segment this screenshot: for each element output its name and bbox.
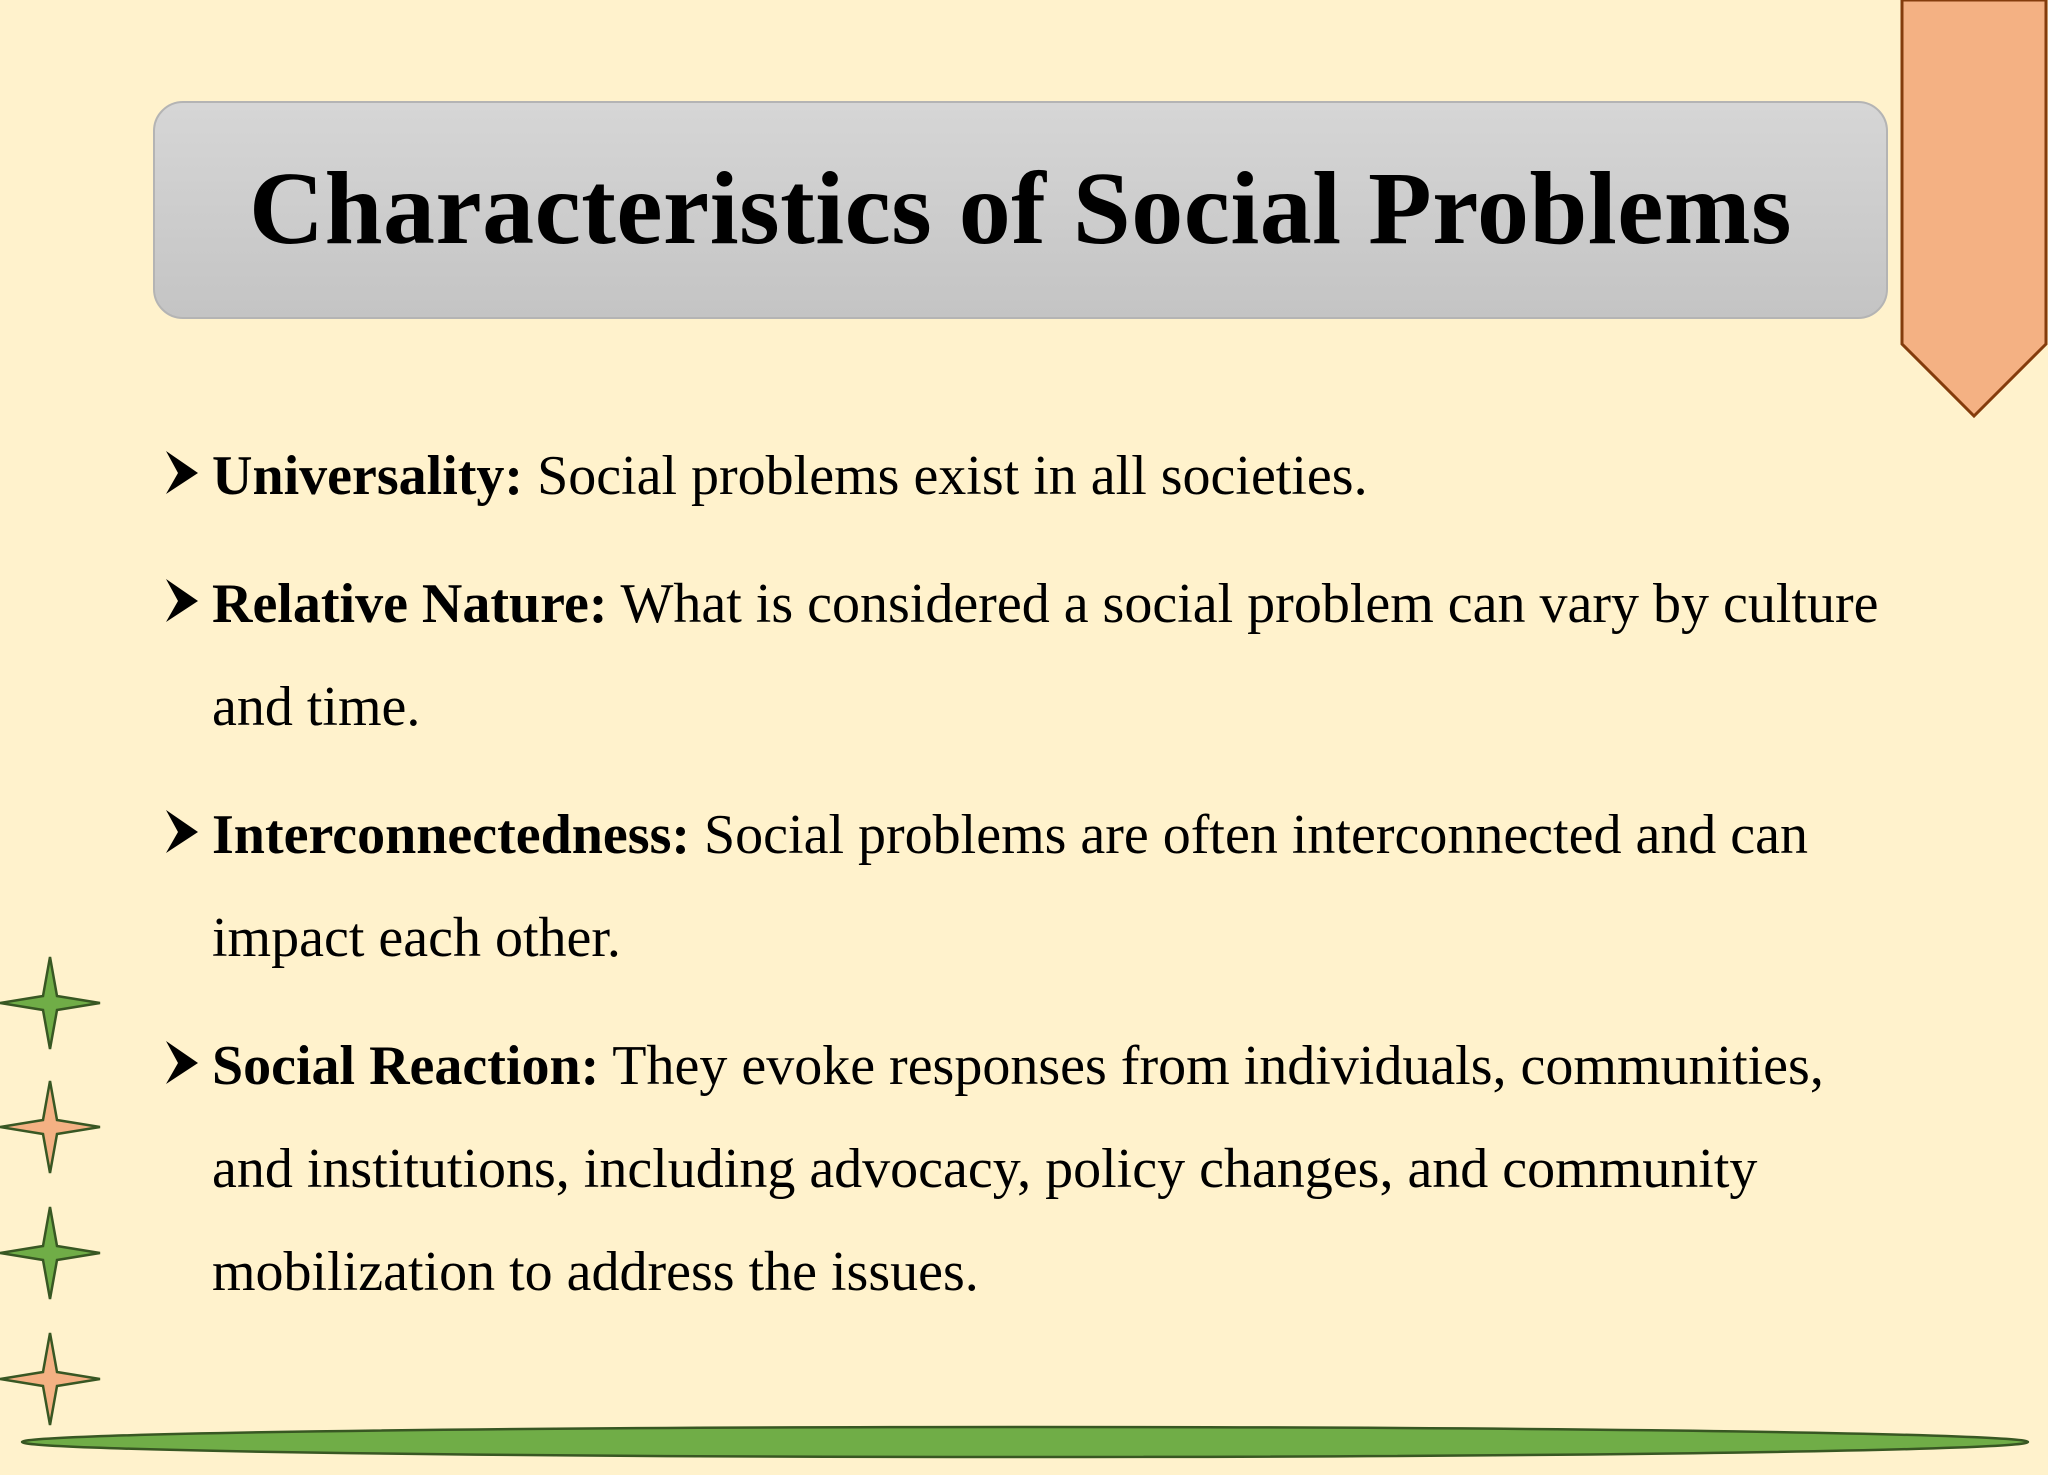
item-term: Social Reaction: bbox=[212, 1035, 600, 1097]
ground-ellipse bbox=[20, 1424, 2030, 1460]
four-point-star-icon bbox=[0, 1081, 100, 1173]
item-text: Social problems are often interconnected and can impact each other. bbox=[212, 804, 1809, 969]
slide-title: Characteristics of Social Problems bbox=[249, 151, 1792, 266]
item-term: Interconnectedness: bbox=[212, 804, 691, 866]
corner-banner bbox=[1900, 0, 2048, 420]
arrowhead-bullet-icon bbox=[164, 1037, 200, 1087]
list-item bbox=[164, 425, 1884, 528]
title-box bbox=[153, 101, 1888, 319]
four-point-star-icon bbox=[0, 957, 100, 1049]
list-item bbox=[164, 553, 1884, 759]
arrowhead-bullet-icon bbox=[164, 447, 200, 497]
four-point-star-icon bbox=[0, 1207, 100, 1299]
list-item bbox=[164, 1015, 1884, 1324]
star-decoration bbox=[0, 955, 104, 1430]
item-text: Social problems exist in all societies. bbox=[537, 445, 1368, 507]
arrowhead-bullet-icon bbox=[164, 575, 200, 625]
item-term: Relative Nature: bbox=[212, 573, 608, 635]
bullet-list bbox=[164, 425, 1884, 1349]
list-item bbox=[164, 784, 1884, 990]
arrowhead-bullet-icon bbox=[164, 806, 200, 856]
four-point-star-icon bbox=[0, 1333, 100, 1425]
item-text: What is considered a social problem can vary by culture and time. bbox=[212, 573, 1879, 738]
item-text: They evoke responses from individuals, communities, and institutions, including advocacy, policy changes, and community mobilization to address the issues. bbox=[212, 1035, 1824, 1303]
item-term: Universality: bbox=[212, 445, 524, 507]
